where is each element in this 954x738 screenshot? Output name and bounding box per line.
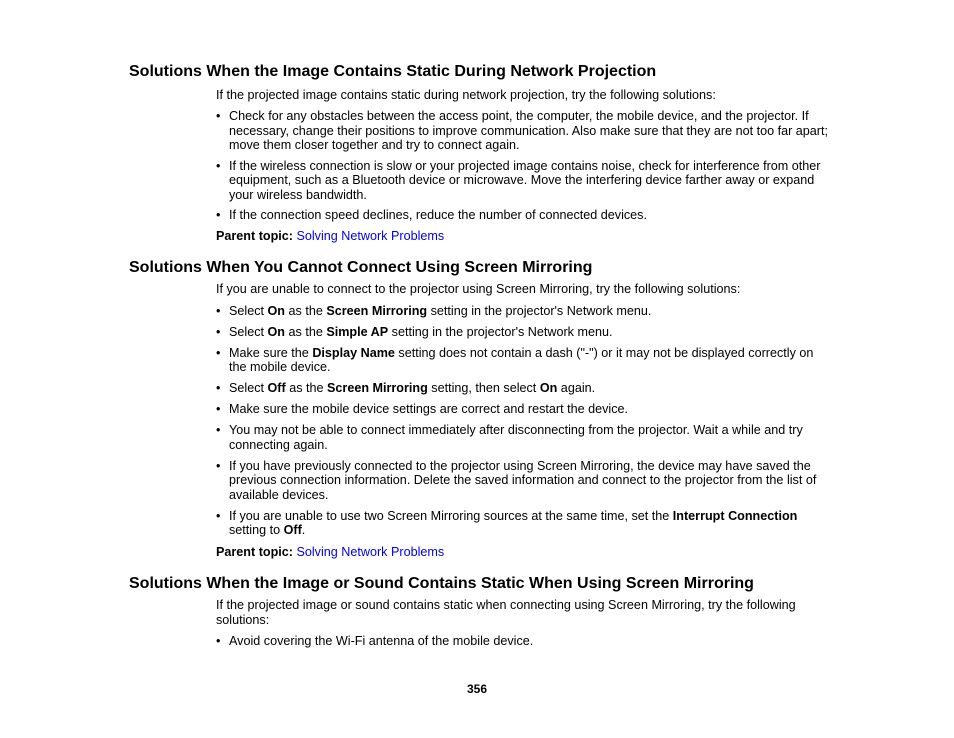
list-item-text: as the: [285, 303, 327, 318]
setting-value: On: [267, 303, 286, 318]
list-item-text: Make sure the: [229, 345, 313, 360]
parent-topic-label: Parent topic:: [216, 545, 293, 559]
list-item-text: Avoid covering the Wi-Fi antenna of the mobile device.: [229, 633, 534, 648]
setting-value: On: [539, 381, 558, 395]
list-item: [216, 509, 828, 538]
solutions-list: [216, 109, 828, 223]
bullet-marker: •: [216, 381, 221, 395]
setting-value: Off: [267, 381, 286, 395]
list-item: [216, 459, 828, 503]
list-item: [216, 423, 828, 452]
bullet-marker: •: [216, 158, 221, 173]
list-item-text: If the connection speed declines, reduce the number of connected devices.: [229, 208, 647, 222]
list-item-text: as the: [285, 324, 327, 339]
section-heading: Solutions When the Image Contains Static During Network Projection: [129, 63, 657, 80]
intro-paragraph: If the projected image or sound contains static when connecting using Screen Mirroring, try the following solutions:: [216, 598, 796, 627]
intro-paragraph: If the projected image contains static during network projection, try the following solutions:: [216, 88, 716, 102]
list-item-text: If you are unable to use two Screen Mirroring sources at the same time, set the: [229, 508, 673, 523]
list-item-text: .: [301, 523, 306, 537]
bullet-marker: •: [216, 423, 221, 437]
list-item: [216, 402, 828, 417]
bullet-marker: •: [216, 208, 221, 222]
list-item: [216, 159, 828, 203]
setting-name: Display Name: [312, 345, 395, 360]
bullet-marker: •: [216, 109, 221, 123]
bullet-marker: •: [216, 402, 221, 416]
list-item-text: Select: [229, 324, 268, 339]
list-item-text: as the: [285, 381, 328, 395]
parent-topic: [216, 229, 828, 244]
setting-name: Screen Mirroring: [326, 303, 428, 318]
list-item-text: Select: [229, 303, 268, 318]
list-item: [216, 381, 828, 396]
page-number: 356: [466, 682, 488, 696]
parent-topic-link[interactable]: Solving Network Problems: [296, 229, 445, 243]
list-item: [216, 208, 828, 223]
bullet-marker: •: [216, 508, 221, 523]
solutions-list: [216, 634, 828, 649]
list-item-text: setting, then select: [427, 381, 540, 395]
list-item-text: setting in the projector's Network menu.: [427, 303, 652, 318]
setting-value: On: [267, 324, 286, 339]
list-item: [216, 325, 828, 340]
list-item-text: setting to: [229, 523, 284, 537]
list-item-text: setting does not contain a dash ("-") or it may not be displayed correctly on the mobile device.: [229, 345, 814, 374]
list-item-text: Check for any obstacles between the access point, the computer, the mobile device, and the projector. If necessary, change their positions to improve communication. Also make sure that they are not too far apart; move them closer together and try to connect again.: [229, 109, 828, 152]
list-item-text: You may not be able to connect immediately after disconnecting from the projector. Wait a while and try connecting again.: [229, 423, 803, 452]
list-item: [216, 304, 828, 319]
section-body: [216, 282, 828, 544]
setting-name: Interrupt Connection: [672, 508, 798, 523]
bullet-marker: •: [216, 303, 221, 318]
list-item-text: Make sure the mobile device settings are correct and restart the device.: [229, 402, 628, 416]
list-item-text: If the wireless connection is slow or your projected image contains noise, check for interference from other equipment, such as a Bluetooth device or microwave. Move the interfering device farther away or expand your wireless bandwidth.: [229, 158, 821, 202]
bullet-marker: •: [216, 324, 221, 339]
parent-topic-label: Parent topic:: [216, 229, 293, 243]
bullet-marker: •: [216, 345, 221, 360]
intro-paragraph: If you are unable to connect to the projector using Screen Mirroring, try the following solutions:: [216, 282, 741, 296]
list-item: [216, 634, 828, 649]
section-heading: Solutions When You Cannot Connect Using Screen Mirroring: [129, 259, 593, 276]
section-heading: Solutions When the Image or Sound Contains Static When Using Screen Mirroring: [129, 575, 754, 592]
list-item-text: If you have previously connected to the projector using Screen Mirroring, the device may have saved the previous connection information. Delete the saved information and connect to the projector from the list of available devices.: [229, 458, 817, 502]
bullet-marker: •: [216, 633, 221, 648]
list-item: [216, 346, 828, 375]
parent-topic: [216, 545, 828, 560]
list-item-text: again.: [557, 381, 596, 395]
setting-name: Simple AP: [326, 324, 389, 339]
bullet-marker: •: [216, 458, 221, 473]
list-item-text: setting in the projector's Network menu.: [388, 324, 613, 339]
setting-value: Off: [283, 523, 302, 537]
solutions-list: [216, 304, 828, 538]
list-item: [216, 109, 828, 153]
setting-name: Screen Mirroring: [327, 381, 428, 395]
section-body: [216, 88, 828, 244]
section-body: [216, 598, 828, 648]
list-item-text: Select: [229, 381, 268, 395]
parent-topic-link[interactable]: Solving Network Problems: [296, 545, 445, 559]
